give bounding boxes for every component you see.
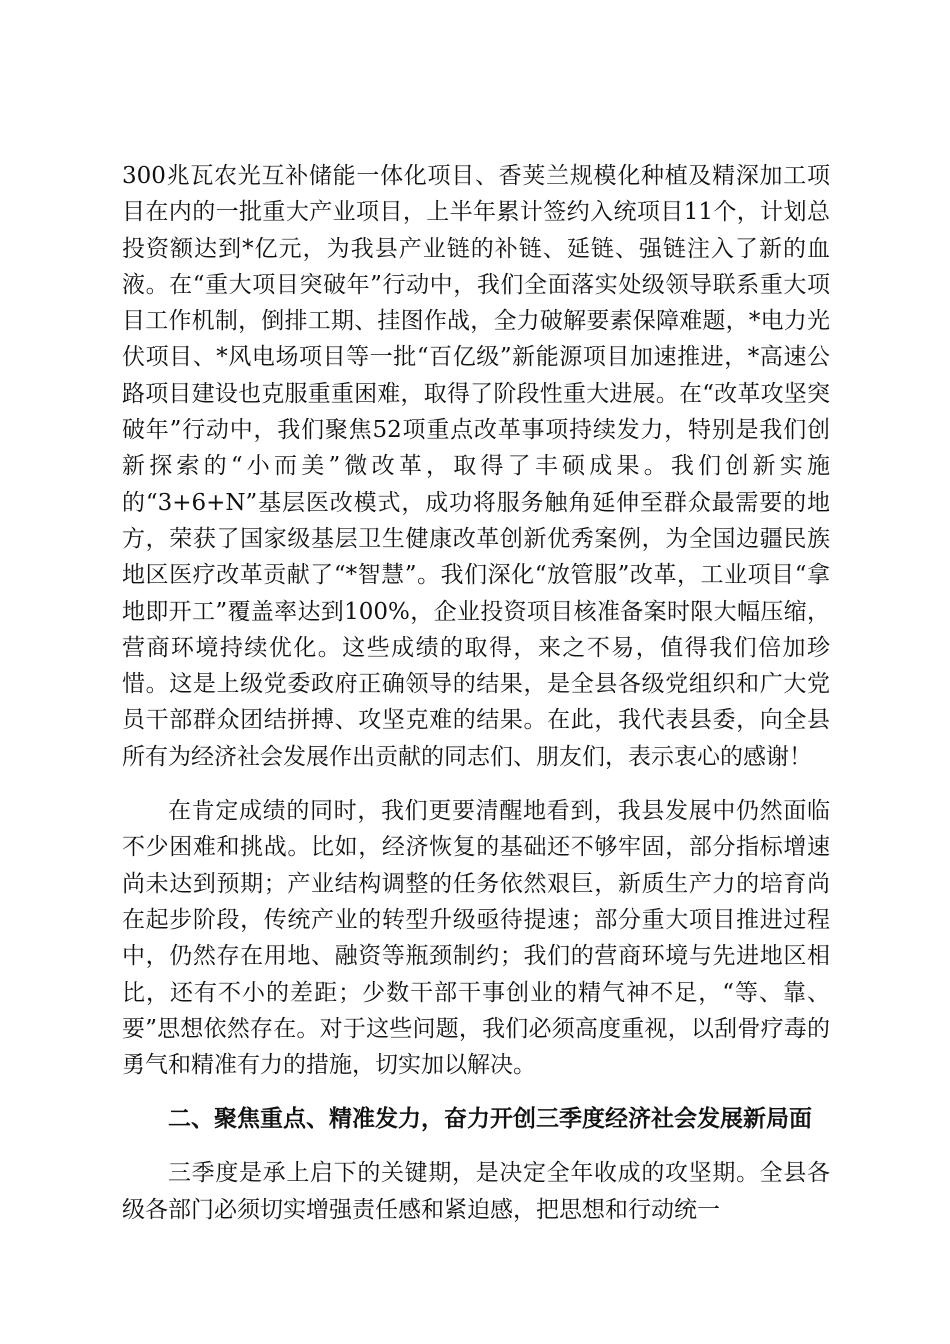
paragraph-challenges: 在肯定成绩的同时，我们更要清醒地看到，我县发展中仍然面临不少困难和挑战。比如，经济恢复的基础还不够牢固，部分指标增速尚未达到预期；产业结构调整的任务依然艰巨，新质生产力的培育尚在起步阶段，传统产业的转型升级亟待提速；部分重大项目推进过程中，仍然存在用地、融资等瓶颈制约；我们的营商环境与先进地区相比，还有不小的差距；少数干部干事创业的精气神不足，“等、靠、要”思想依然存在。对于这些问题，我们必须高度重视，以刮骨疗毒的勇气和精准有力的措施，切实加以解决。 <box>122 798 830 1079</box>
document-body <box>122 158 830 1228</box>
section-heading: 二、聚焦重点、精准发力，奋力开创三季度经济社会发展新局面 <box>168 1106 812 1133</box>
paragraph-achievements: 300兆瓦农光互补储能一体化项目、香荚兰规模化种植及精深加工项目在内的一批重大产业项目，上半年累计签约入统项目11个，计划总投资额达到*亿元，为我县产业链的补链、延链、强链注入了新的血液。在“重大项目突破年”行动中，我们全面落实处级领导联系重大项目工作机制，倒排工期、挂图作战，全力破解要素保障难题，*电力光伏项目、*风电场项目等一批“百亿级”新能源项目加速推进，*高速公路项目建设也克服重重困难，取得了阶段性重大进展。在“改革攻坚突破年”行动中，我们聚焦52项重点改革事项持续发力，特别是我们创新探索的“小而美”微改革，取得了丰硕成果。我们创新实施的“3+6+N”基层医改模式，成功将服务触角延伸至群众最需要的地方，荣获了国家级基层卫生健康改革创新优秀案例，为全国边疆民族地区医疗改革贡献了“*智慧”。我们深化“放管服”改革，工业项目“拿地即开工”覆盖率达到100%，企业投资项目核准备案时限大幅压缩，营商环境持续优化。这些成绩的取得，来之不易，值得我们倍加珍惜。这是上级党委政府正确领导的结果，是全县各级党组织和广大党员干部群众团结拼搏、攻坚克难的结果。在此，我代表县委，向全县所有为经济社会发展作出贡献的同志们、朋友们，表示衷心的感谢！ <box>122 163 830 770</box>
paragraph-third-quarter: 三季度是承上启下的关键期，是决定全年收成的攻坚期。全县各级各部门必须切实增强责任感和紧迫感，把思想和行动统一 <box>122 1160 830 1223</box>
